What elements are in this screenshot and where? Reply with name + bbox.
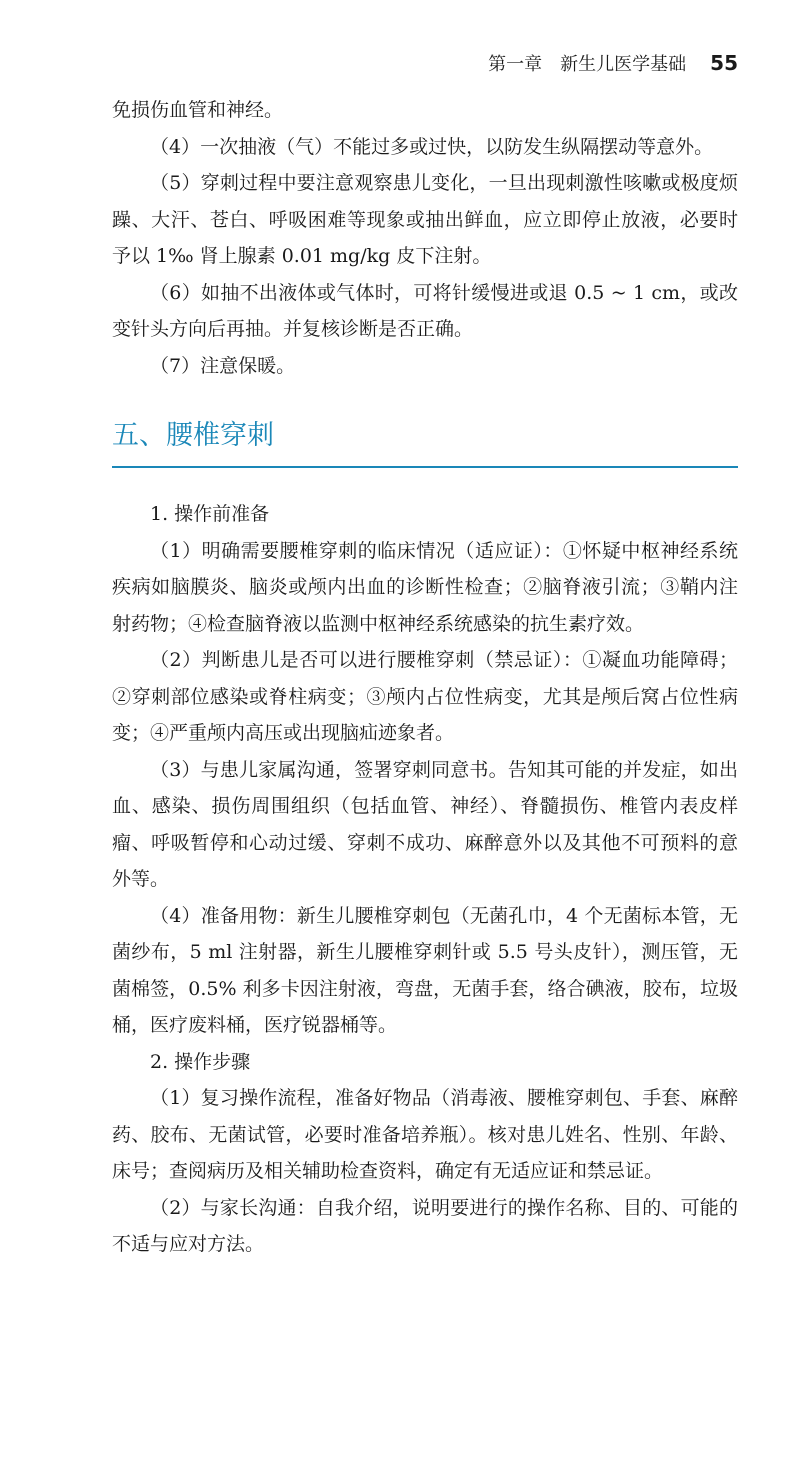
paragraph-step-2: （2）与家长沟通：自我介绍，说明要进行的操作名称、目的、可能的不适与应对方法。: [112, 1196, 738, 1255]
page-body: [112, 92, 738, 1263]
paragraph-supplies: （4）准备用物：新生儿腰椎穿刺包（无菌孔巾，4 个无菌标本管，无菌纱布，5 ml 注射器，新生儿腰椎穿刺针或 5.5 号头皮针），测压管，无菌棉签，0.5% 利多卡因注射液，弯盘，无菌手套，络合碘液，胶布，垃圾桶，医疗废料桶，医疗锐器桶等。: [112, 904, 738, 1036]
paragraph-contraindications: （2）判断患儿是否可以进行腰椎穿刺（禁忌证）：①凝血功能障碍；②穿刺部位感染或脊柱病变；③颅内占位性病变，尤其是颅后窝占位性病变；④严重颅内高压或出现脑疝迹象者。: [112, 649, 738, 744]
paragraph-item-5: （5）穿刺过程中要注意观察患儿变化，一旦出现刺激性咳嗽或极度烦躁、大汗、苍白、呼吸困难等现象或抽出鲜血，应立即停止放液，必要时予以 1‰ 肾上腺素 0.01 mg/kg 皮下注射。: [112, 172, 738, 267]
running-header: [488, 50, 738, 76]
paragraph-item-7: （7）注意保暖。: [150, 354, 296, 377]
subsection-heading-steps: 2. 操作步骤: [150, 1050, 251, 1073]
paragraph-consent: （3）与患儿家属沟通，签署穿刺同意书。告知其可能的并发症，如出血、感染、损伤周围组织（包括血管、神经）、脊髓损伤、椎管内表皮样瘤、呼吸暂停和心动过缓、穿刺不成功、麻醉意外以及其他不可预料的意外等。: [112, 758, 738, 890]
chapter-title: 第一章 新生儿医学基础: [488, 54, 687, 75]
paragraph-indications: （1）明确需要腰椎穿刺的临床情况（适应证）：①怀疑中枢神经系统疾病如脑膜炎、脑炎或颅内出血的诊断性检查；②脑脊液引流；③鞘内注射药物；④检查脑脊液以监测中枢神经系统感染的抗生素疗效。: [112, 539, 738, 635]
paragraph-continued: 免损伤血管和神经。: [112, 99, 284, 121]
page-number: 55: [710, 51, 738, 75]
subsection-heading-preparation: 1. 操作前准备: [150, 503, 270, 525]
section-heading: 五、腰椎穿刺: [112, 412, 738, 468]
paragraph-item-6: （6）如抽不出液体或气体时，可将针缓慢进或退 0.5 ~ 1 cm，或改变针头方向后再抽。并复核诊断是否正确。: [112, 281, 738, 340]
paragraph-item-4: （4）一次抽液（气）不能过多或过快，以防发生纵隔摆动等意外。: [150, 135, 714, 158]
paragraph-step-1: （1）复习操作流程，准备好物品（消毒液、腰椎穿刺包、手套、麻醉药、胶布、无菌试管，必要时准备培养瓶）。核对患儿姓名、性别、年龄、床号；查阅病历及相关辅助检查资料，确定有无适应证和禁忌证。: [112, 1087, 738, 1182]
